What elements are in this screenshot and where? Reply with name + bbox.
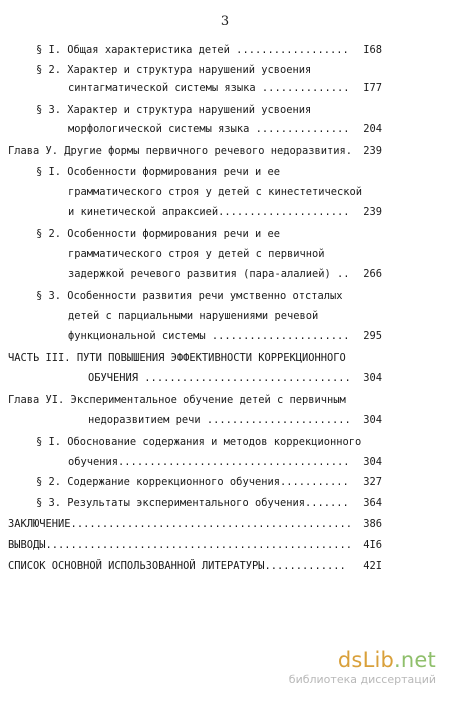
toc-entry-text: детей с парциальными нарушениями речевой: [68, 310, 319, 322]
toc-entry-text: § I. Обоснование содержания и методов коррекционного: [36, 436, 362, 448]
toc-entry-text: § 2. Характер и структура нарушений усвоения: [36, 64, 312, 76]
toc-entry-page: I68: [363, 44, 382, 56]
toc-entry-text: § 3. Особенности развития речи умственно отсталых: [36, 290, 343, 302]
toc-entry-text: грамматического строя у детей с кинестетической: [68, 186, 363, 198]
toc-entry-page: 42I: [363, 560, 382, 572]
toc-entry-page: 204: [363, 123, 382, 135]
toc-entry-text: § I. Общая характеристика детей ..................: [36, 44, 349, 56]
toc-entry-text: § 2. Содержание коррекционного обучения...........: [36, 476, 349, 488]
toc-entry-text: § 3. Характер и структура нарушений усвоения: [36, 104, 312, 116]
toc-entry-text: недоразвитием речи .......................: [88, 414, 351, 426]
watermark-logo: [289, 648, 436, 672]
toc-entry-text: задержкой речевого развития (пара-алалией) ..: [68, 268, 350, 280]
toc-entry-page: 304: [363, 372, 382, 384]
toc-entry-page: 4I6: [363, 539, 382, 551]
toc-entry-page: I77: [363, 82, 382, 94]
toc-entry-text: ЗАКЛЮЧЕНИЕ.............................................: [8, 518, 353, 530]
watermark: [289, 648, 436, 686]
toc-entry-text: синтагматической системы языка ..............: [68, 82, 350, 94]
toc-entry-page: 304: [363, 414, 382, 426]
toc-entry-text: § I. Особенности формирования речи и ее: [36, 166, 280, 178]
toc-entry-text: грамматического строя у детей с первичной: [68, 248, 325, 260]
toc-entry-text: Глава УI. Экспериментальное обучение детей с первичным: [8, 394, 346, 406]
watermark-site-domain: .net: [394, 648, 436, 672]
toc-entry-page: 295: [363, 330, 382, 342]
toc-entry-text: ВЫВОДЫ.................................................: [8, 539, 353, 551]
toc-entry-page: 304: [363, 456, 382, 468]
toc-entry-page: 386: [363, 518, 382, 530]
toc-entry-text: ЧАСТЬ III. ПУТИ ПОВЫШЕНИЯ ЭФФЕКТИВНОСТИ КОРРЕКЦИОННОГО: [8, 352, 346, 364]
toc-entry-text: Глава У. Другие формы первичного речевого недоразвития.: [8, 145, 353, 157]
toc-entry-text: морфологической системы языка ...............: [68, 123, 350, 135]
toc-entry-text: обучения.....................................: [68, 456, 350, 468]
toc-entry-page: 327: [363, 476, 382, 488]
toc-entry-text: функциональной системы ......................: [68, 330, 350, 342]
page-number: 3: [220, 14, 230, 29]
toc-entry-page: 239: [363, 145, 382, 157]
toc-entry-text: СПИСОК ОСНОВНОЙ ИСПОЛЬЗОВАННОЙ ЛИТЕРАТУРЫ.............: [8, 560, 346, 572]
toc-entry-page: 266: [363, 268, 382, 280]
toc-entry-text: и кинетической апраксией.....................: [68, 206, 350, 218]
toc-entry-text: § 2. Особенности формирования речи и ее: [36, 228, 280, 240]
toc-entry-text: § 3. Результаты экспериментального обучения.......: [36, 497, 349, 509]
watermark-site-name: dsLib: [337, 648, 395, 672]
watermark-subtitle: библиотека диссертаций: [288, 673, 436, 686]
toc-entry-page: 364: [363, 497, 382, 509]
toc-entry-text: ОБУЧЕНИЯ .................................: [88, 372, 351, 384]
toc-entry-page: 239: [363, 206, 382, 218]
